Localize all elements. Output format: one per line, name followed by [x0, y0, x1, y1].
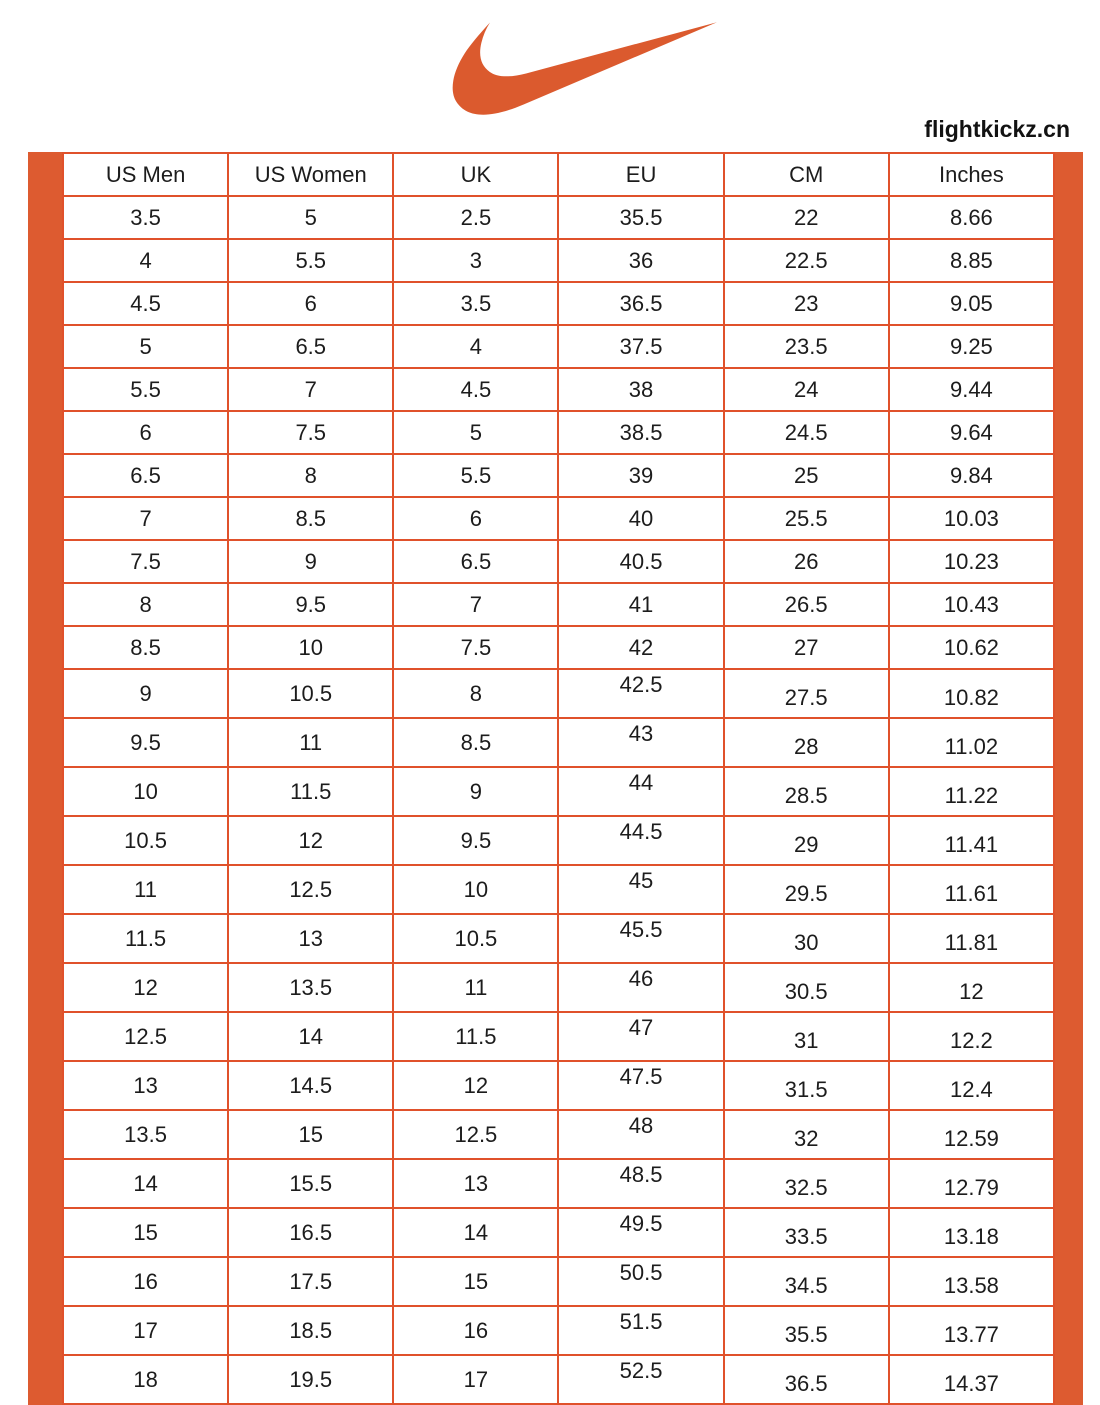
table-cell: 36 — [558, 239, 723, 282]
table-cell: 9 — [228, 540, 393, 583]
table-cell: 6.5 — [63, 454, 228, 497]
table-cell: 52.5 — [558, 1355, 723, 1404]
table-cell: 11.22 — [889, 767, 1054, 816]
table-cell: 8.5 — [228, 497, 393, 540]
table-cell: 7.5 — [63, 540, 228, 583]
table-row — [63, 1257, 1054, 1306]
table-cell: 9.5 — [63, 718, 228, 767]
table-cell: 3 — [393, 239, 558, 282]
table-cell: 39 — [558, 454, 723, 497]
table-cell: 3.5 — [393, 282, 558, 325]
table-row — [63, 914, 1054, 963]
table-cell: 10 — [393, 865, 558, 914]
table-cell: 16.5 — [228, 1208, 393, 1257]
table-cell: 11.5 — [228, 767, 393, 816]
table-row — [63, 669, 1054, 718]
table-cell: 18.5 — [228, 1306, 393, 1355]
table-cell: 14 — [63, 1159, 228, 1208]
table-cell: 13.5 — [63, 1110, 228, 1159]
table-row — [63, 196, 1054, 239]
table-cell: 15 — [63, 1208, 228, 1257]
table-row — [63, 1061, 1054, 1110]
table-cell: 38.5 — [558, 411, 723, 454]
table-cell: 35.5 — [558, 196, 723, 239]
table-row — [63, 816, 1054, 865]
table-row — [63, 454, 1054, 497]
nike-swoosh-icon — [448, 20, 726, 118]
table-cell: 10.43 — [889, 583, 1054, 626]
table-cell: 12 — [63, 963, 228, 1012]
table-row — [63, 1208, 1054, 1257]
table-cell: 42.5 — [558, 669, 723, 718]
table-cell: 13.58 — [889, 1257, 1054, 1306]
table-cell: 17 — [63, 1306, 228, 1355]
table-cell: 11.02 — [889, 718, 1054, 767]
column-header: UK — [393, 153, 558, 196]
table-cell: 13 — [393, 1159, 558, 1208]
table-cell: 4 — [63, 239, 228, 282]
table-cell: 6 — [63, 411, 228, 454]
table-row — [63, 282, 1054, 325]
table-cell: 26 — [724, 540, 889, 583]
table-cell: 4.5 — [63, 282, 228, 325]
table-cell: 30 — [724, 914, 889, 963]
table-body — [63, 196, 1054, 1404]
table-cell: 23.5 — [724, 325, 889, 368]
table-cell: 10.82 — [889, 669, 1054, 718]
table-cell: 41 — [558, 583, 723, 626]
column-header: CM — [724, 153, 889, 196]
table-cell: 11.81 — [889, 914, 1054, 963]
table-cell: 45.5 — [558, 914, 723, 963]
table-cell: 44.5 — [558, 816, 723, 865]
watermark-text: flightkickz.cn — [924, 116, 1070, 142]
table-cell: 29 — [724, 816, 889, 865]
table-header — [63, 153, 1054, 196]
table-cell: 24 — [724, 368, 889, 411]
table-cell: 37.5 — [558, 325, 723, 368]
table-cell: 4.5 — [393, 368, 558, 411]
table-cell: 11.61 — [889, 865, 1054, 914]
table-cell: 27.5 — [724, 669, 889, 718]
table-cell: 7 — [393, 583, 558, 626]
table-cell: 28 — [724, 718, 889, 767]
table-cell: 12.79 — [889, 1159, 1054, 1208]
table-cell: 8 — [63, 583, 228, 626]
table-row — [63, 1355, 1054, 1404]
table-cell: 34.5 — [724, 1257, 889, 1306]
table-row — [63, 368, 1054, 411]
table-cell: 10.23 — [889, 540, 1054, 583]
table-cell: 7 — [228, 368, 393, 411]
table-cell: 15 — [393, 1257, 558, 1306]
table-cell: 13.18 — [889, 1208, 1054, 1257]
table-cell: 13 — [63, 1061, 228, 1110]
table-cell: 28.5 — [724, 767, 889, 816]
table-row — [63, 963, 1054, 1012]
table-cell: 31 — [724, 1012, 889, 1061]
table-cell: 8.5 — [63, 626, 228, 669]
table-cell: 9.44 — [889, 368, 1054, 411]
table-cell: 9.5 — [393, 816, 558, 865]
table-cell: 13.5 — [228, 963, 393, 1012]
table-cell: 16 — [393, 1306, 558, 1355]
column-header: Inches — [889, 153, 1054, 196]
table-cell: 11 — [228, 718, 393, 767]
table-cell: 10.03 — [889, 497, 1054, 540]
table-cell: 5.5 — [63, 368, 228, 411]
table-cell: 9.84 — [889, 454, 1054, 497]
column-header: EU — [558, 153, 723, 196]
table-cell: 9.05 — [889, 282, 1054, 325]
table-cell: 17.5 — [228, 1257, 393, 1306]
table-cell: 9 — [393, 767, 558, 816]
table-row — [63, 718, 1054, 767]
table-cell: 10.62 — [889, 626, 1054, 669]
table-cell: 12 — [228, 816, 393, 865]
table-cell: 50.5 — [558, 1257, 723, 1306]
table-cell: 10.5 — [393, 914, 558, 963]
table-cell: 13 — [228, 914, 393, 963]
table-cell: 14 — [393, 1208, 558, 1257]
table-cell: 29.5 — [724, 865, 889, 914]
table-cell: 5.5 — [228, 239, 393, 282]
table-cell: 25.5 — [724, 497, 889, 540]
table-cell: 43 — [558, 718, 723, 767]
table-cell: 26.5 — [724, 583, 889, 626]
table-cell: 40.5 — [558, 540, 723, 583]
table-cell: 12.59 — [889, 1110, 1054, 1159]
left-accent-bar — [28, 152, 62, 1405]
table-cell: 47.5 — [558, 1061, 723, 1110]
table-row — [63, 540, 1054, 583]
table-cell: 11.5 — [393, 1012, 558, 1061]
table-cell: 8.85 — [889, 239, 1054, 282]
table-cell: 2.5 — [393, 196, 558, 239]
right-accent-bar — [1055, 152, 1083, 1405]
table-cell: 35.5 — [724, 1306, 889, 1355]
table-cell: 32.5 — [724, 1159, 889, 1208]
table-cell: 6 — [393, 497, 558, 540]
header-row — [63, 153, 1054, 196]
table-cell: 10 — [228, 626, 393, 669]
table-cell: 6.5 — [393, 540, 558, 583]
table-cell: 9.5 — [228, 583, 393, 626]
table-cell: 15 — [228, 1110, 393, 1159]
table-cell: 4 — [393, 325, 558, 368]
table-row — [63, 767, 1054, 816]
table-cell: 48.5 — [558, 1159, 723, 1208]
table-cell: 5.5 — [393, 454, 558, 497]
table-cell: 32 — [724, 1110, 889, 1159]
table-row — [63, 626, 1054, 669]
table-row — [63, 1110, 1054, 1159]
table-row — [63, 239, 1054, 282]
table-cell: 44 — [558, 767, 723, 816]
table-cell: 18 — [63, 1355, 228, 1404]
table-cell: 12 — [889, 963, 1054, 1012]
table-cell: 8.66 — [889, 196, 1054, 239]
table-cell: 12.5 — [63, 1012, 228, 1061]
table-cell: 45 — [558, 865, 723, 914]
table-cell: 36.5 — [724, 1355, 889, 1404]
table-cell: 11 — [63, 865, 228, 914]
table-cell: 31.5 — [724, 1061, 889, 1110]
table-row — [63, 1012, 1054, 1061]
table-cell: 7.5 — [393, 626, 558, 669]
table-cell: 30.5 — [724, 963, 889, 1012]
table-cell: 9.64 — [889, 411, 1054, 454]
table-cell: 12.4 — [889, 1061, 1054, 1110]
table-row — [63, 411, 1054, 454]
table-cell: 10.5 — [228, 669, 393, 718]
table-cell: 19.5 — [228, 1355, 393, 1404]
table-cell: 14.5 — [228, 1061, 393, 1110]
table-cell: 8.5 — [393, 718, 558, 767]
table-cell: 8 — [228, 454, 393, 497]
column-header: US Men — [63, 153, 228, 196]
table-cell: 22.5 — [724, 239, 889, 282]
table-cell: 38 — [558, 368, 723, 411]
table-cell: 51.5 — [558, 1306, 723, 1355]
table-cell: 27 — [724, 626, 889, 669]
table-row — [63, 497, 1054, 540]
table-row — [63, 1159, 1054, 1208]
table-cell: 10.5 — [63, 816, 228, 865]
table-cell: 14 — [228, 1012, 393, 1061]
table-cell: 12 — [393, 1061, 558, 1110]
table-cell: 24.5 — [724, 411, 889, 454]
table-cell: 5 — [393, 411, 558, 454]
table-cell: 12.5 — [393, 1110, 558, 1159]
table-cell: 36.5 — [558, 282, 723, 325]
table-row — [63, 325, 1054, 368]
table-cell: 11.41 — [889, 816, 1054, 865]
table-cell: 17 — [393, 1355, 558, 1404]
table-cell: 6.5 — [228, 325, 393, 368]
table-cell: 22 — [724, 196, 889, 239]
table-cell: 5 — [228, 196, 393, 239]
table-cell: 48 — [558, 1110, 723, 1159]
table-cell: 14.37 — [889, 1355, 1054, 1404]
table-cell: 7.5 — [228, 411, 393, 454]
table-cell: 9 — [63, 669, 228, 718]
table-cell: 23 — [724, 282, 889, 325]
table-cell: 46 — [558, 963, 723, 1012]
table-cell: 15.5 — [228, 1159, 393, 1208]
table-row — [63, 583, 1054, 626]
size-table-container — [28, 152, 1083, 1405]
table-cell: 9.25 — [889, 325, 1054, 368]
table-cell: 49.5 — [558, 1208, 723, 1257]
table-cell: 47 — [558, 1012, 723, 1061]
table-cell: 11 — [393, 963, 558, 1012]
table-cell: 16 — [63, 1257, 228, 1306]
size-conversion-table — [62, 152, 1055, 1405]
table-row — [63, 865, 1054, 914]
table-cell: 3.5 — [63, 196, 228, 239]
table-cell: 12.2 — [889, 1012, 1054, 1061]
table-cell: 11.5 — [63, 914, 228, 963]
table-cell: 10 — [63, 767, 228, 816]
table-cell: 8 — [393, 669, 558, 718]
table-cell: 5 — [63, 325, 228, 368]
table-row — [63, 1306, 1054, 1355]
table-cell: 12.5 — [228, 865, 393, 914]
table-cell: 33.5 — [724, 1208, 889, 1257]
table-cell: 25 — [724, 454, 889, 497]
table-cell: 40 — [558, 497, 723, 540]
table-cell: 13.77 — [889, 1306, 1054, 1355]
table-cell: 6 — [228, 282, 393, 325]
column-header: US Women — [228, 153, 393, 196]
table-cell: 42 — [558, 626, 723, 669]
table-cell: 7 — [63, 497, 228, 540]
